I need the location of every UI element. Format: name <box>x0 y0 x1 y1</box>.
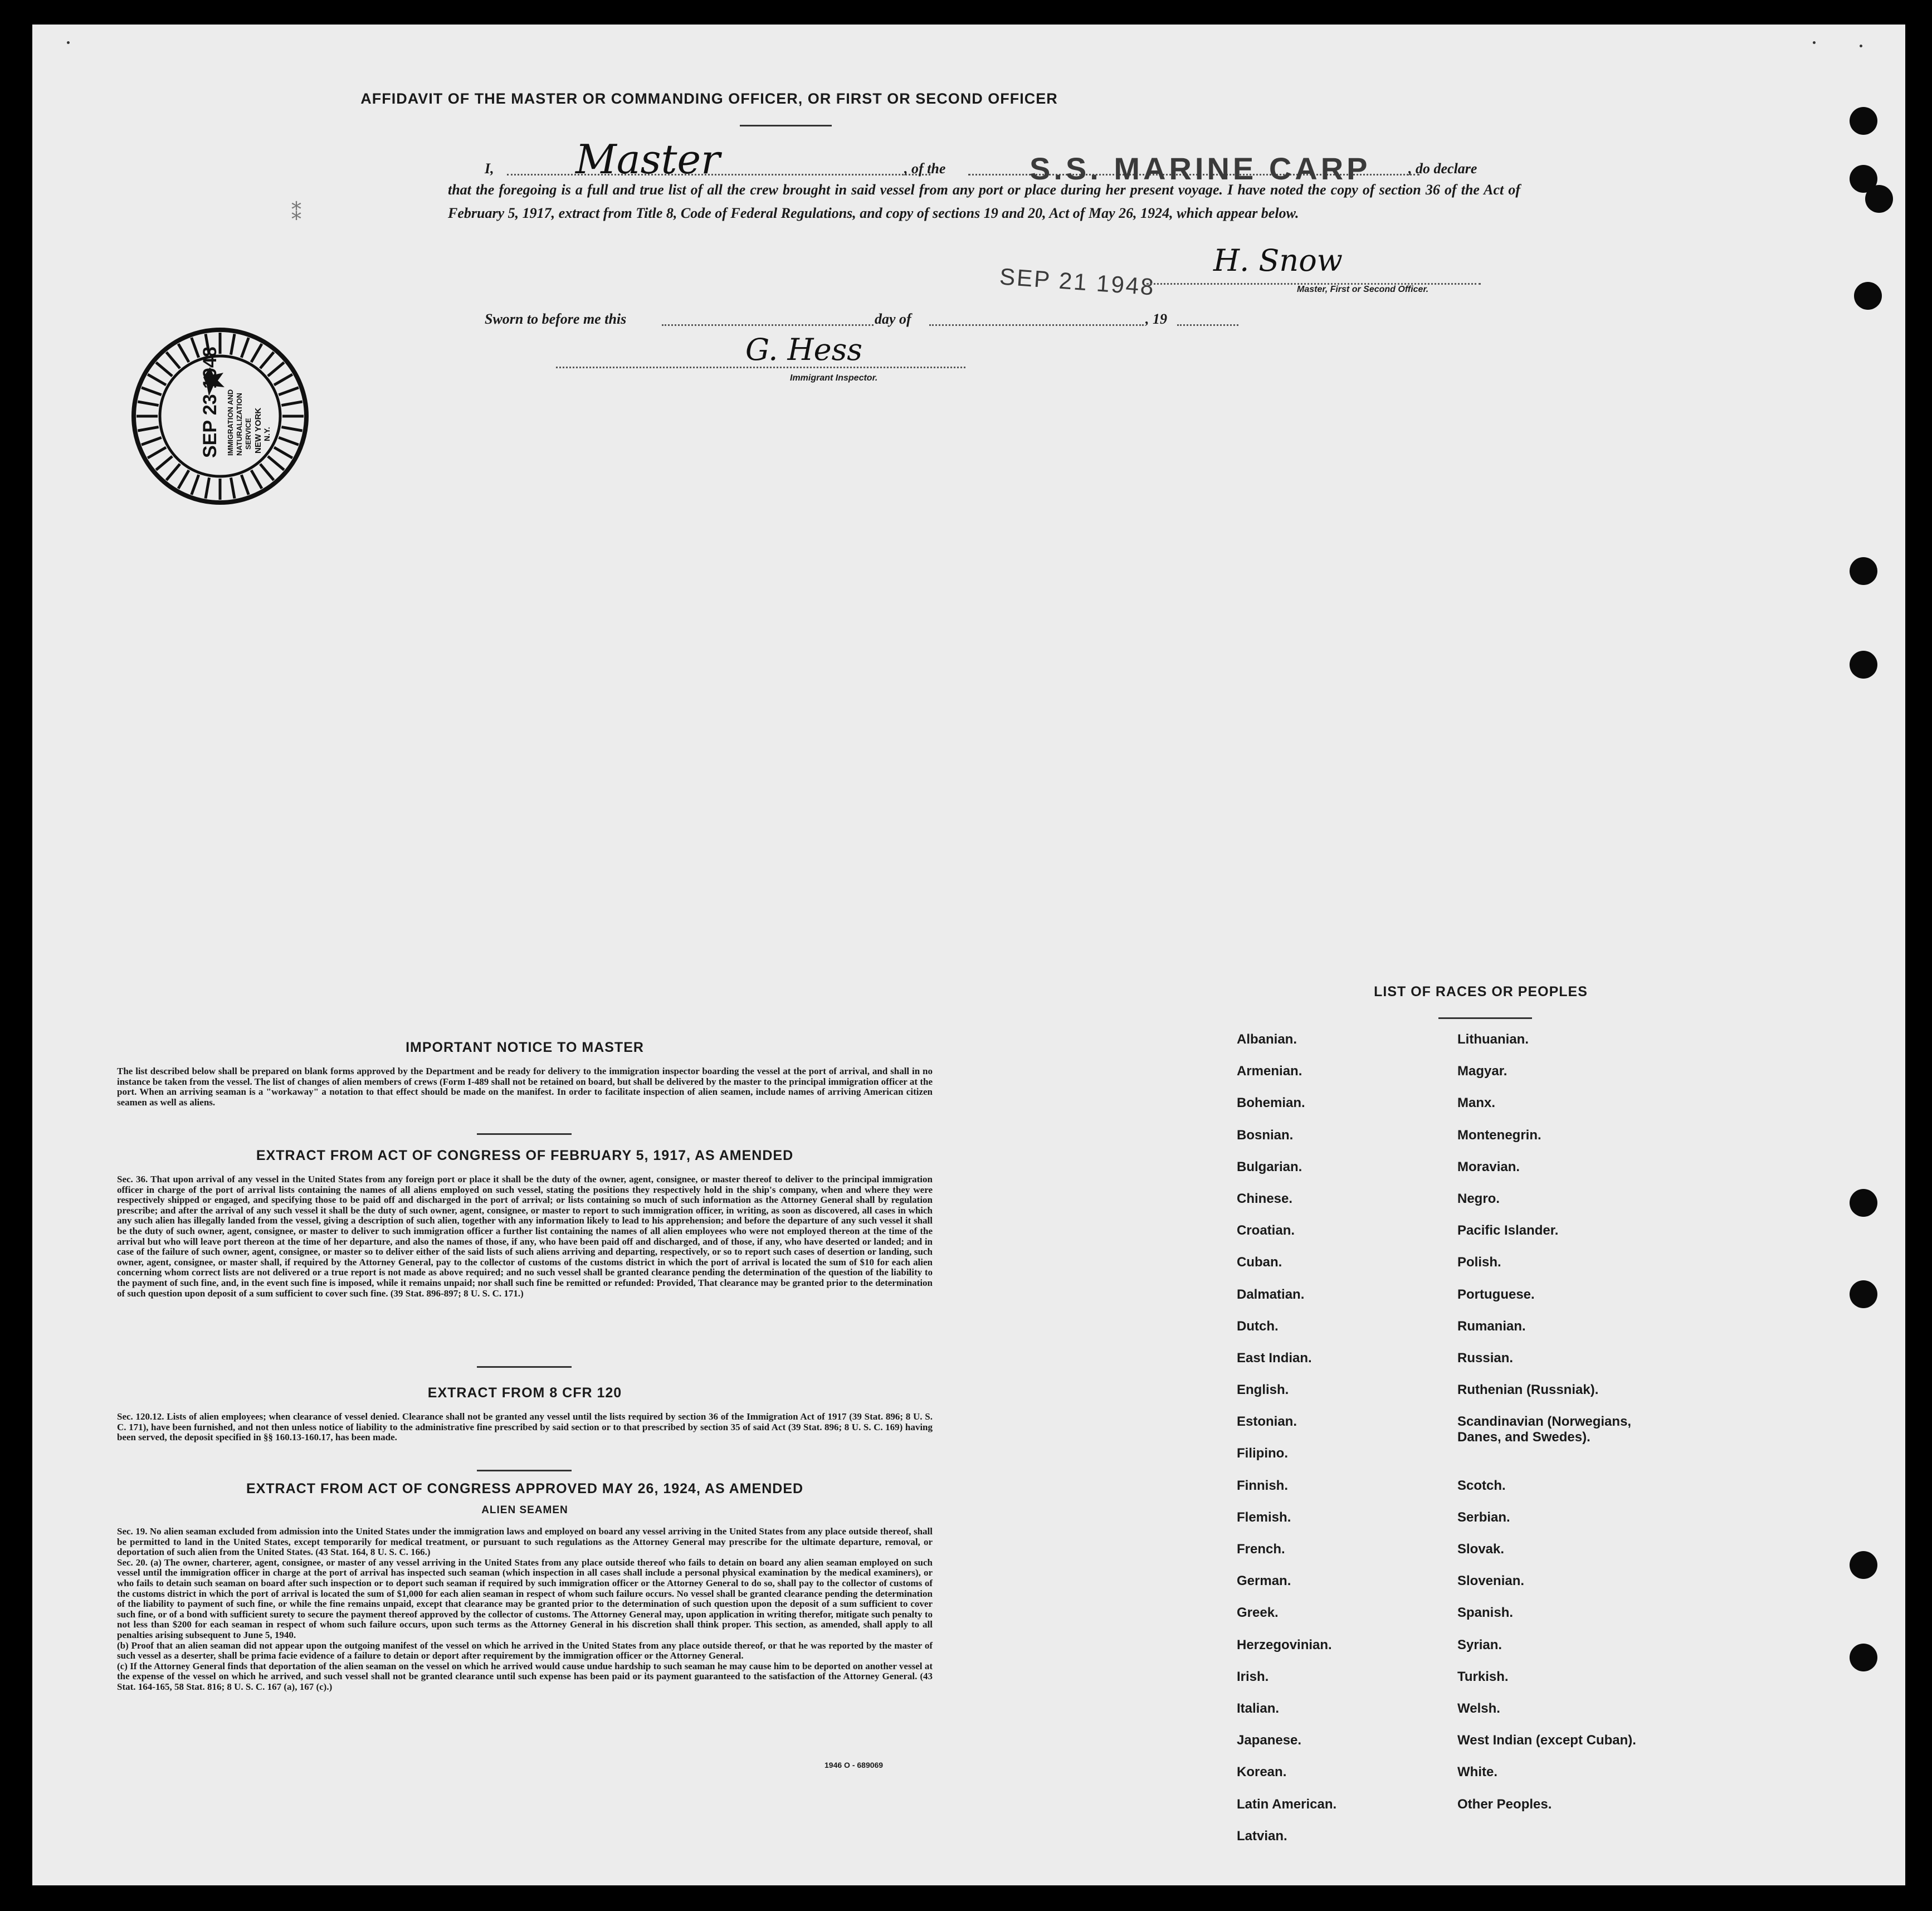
extractcfr-title: EXTRACT FROM 8 CFR 120 <box>427 1385 622 1401</box>
officer-handwritten: Master <box>575 136 720 183</box>
year-suffix: , 19 <box>1145 311 1167 327</box>
races-rule <box>1438 1017 1532 1019</box>
race-item: French. <box>1237 1542 1285 1557</box>
race-item: Croatian. <box>1237 1223 1295 1239</box>
race-item: Portuguese. <box>1457 1286 1535 1302</box>
extractcfr-text: Sec. 120.12. Lists of alien employees; when clearance of vessel denied. Clearance shall not be granted any vessel until the lists required by section 36 of the Immigration Act of 1917 (39 Stat. 896; 8 U. S. C. 171), have been furnished, and not then unless notice of liability to the administrative fine prescribed by said section or to that prescribed by section 35 of said Act (39 Stat. 896; 8 U. S. C. 169) having been served, the deposit specified in §§ 160.13-160.17, has been made. <box>117 1411 933 1443</box>
stamp-tick <box>231 477 235 498</box>
stamp-agency-3: SERVICE <box>244 418 252 450</box>
of-the-label: , of the <box>904 160 946 177</box>
race-item: East Indian. <box>1237 1350 1312 1366</box>
stamp-tick <box>231 334 235 354</box>
race-item: Other Peoples. <box>1457 1796 1552 1812</box>
extract1924-subtitle: ALIEN SEAMEN <box>481 1504 568 1516</box>
race-item: Latvian. <box>1237 1828 1287 1844</box>
race-item: Korean. <box>1237 1764 1287 1780</box>
race-item: Montenegrin. <box>1457 1127 1541 1143</box>
do-declare-label: , do declare <box>1408 160 1477 177</box>
punch-hole <box>1850 651 1877 679</box>
race-item: Estonian. <box>1237 1414 1297 1430</box>
stamp-agency-1: IMMIGRATION AND <box>226 389 235 456</box>
sec20a-text: Sec. 20. (a) The owner, charterer, agent, consignee, or master of any vessel arriving in the United States from any place outside thereof who fails to detain on board any alien seaman employed on such vessel until the immigration officer in charge at the port of arrival has inspected such seaman (which inspection in all cases shall include a personal physical examination by the medical examiners), or who fails to detain such seaman on board after such inspection or to deport such seaman if required by such immigration officer or the Attorney General to do so, shall pay to the collector of customs of the customs district in which the port of arrival is located the sum of $1,000 for each alien seaman in respect of whom such failure occurs. No vessel shall be granted clearance pending the determination of the liability to payment of such fine, or while the fine remains unpaid, except that clearance may be granted prior to the determination of such question upon the deposit of a sum sufficient to cover such fine, or of a bond with sufficient surety to secure the payment thereof approved by the collector of customs. The Attorney General may, upon application in writing therefor, mitigate such penalty to not less than $200 for each seaman in respect of whom such failure occurs, upon such terms as the Attorney General in his discretion shall think proper. This section, as amended, shall apply to all penalties arising subsequent to June 5, 1940. <box>117 1557 933 1640</box>
race-item: Bohemian. <box>1237 1095 1305 1111</box>
stamp-tick <box>167 352 180 368</box>
stamp-tick <box>279 437 299 445</box>
notice-rule <box>477 1133 572 1135</box>
race-item: Syrian. <box>1457 1637 1502 1652</box>
extract1917-rule <box>477 1366 572 1368</box>
stamp-date: SEP 23 1948 <box>199 347 221 458</box>
stamp-tick <box>148 374 166 385</box>
sworn-label: Sworn to before me this <box>485 311 627 327</box>
race-item: Armenian. <box>1237 1064 1302 1079</box>
sworn-month-field <box>929 308 1144 326</box>
document-page <box>32 25 1905 1885</box>
stamp-tick <box>251 344 262 362</box>
race-item: Welsh. <box>1457 1700 1500 1716</box>
stamp-tick <box>279 388 299 395</box>
sworn-year-field <box>1177 308 1238 326</box>
punch-hole <box>1850 1644 1877 1671</box>
round-stamp <box>128 324 312 508</box>
stamp-tick <box>260 464 274 480</box>
officer-signature: H. Snow <box>1213 243 1343 278</box>
extract1924-title: EXTRACT FROM ACT OF CONGRESS APPROVED MAY 26, 1924, AS AMENDED <box>246 1481 804 1496</box>
title-rule <box>740 125 832 126</box>
sec20c-text: (c) If the Attorney General finds that deportation of the alien seaman on the vessel on which he arrived would cause undue hardship to such seaman he may cause him to be deported on another vessel at the expense of the vessel on which he arrived, and such vessel shall not be granted clearance until such expense has been paid or its payment guaranteed to the satisfaction of the Attorney General. (43 Stat. 164-165, 58 Stat. 816; 8 U. S. C. 167 (a), 167 (c).) <box>117 1660 933 1692</box>
extractcfr-rule <box>477 1470 572 1471</box>
stamp-tick <box>268 456 284 470</box>
sworn-day-field <box>662 308 874 326</box>
stamp-tick <box>148 447 166 458</box>
stamp-tick <box>138 402 158 406</box>
race-item: Cuban. <box>1237 1255 1282 1270</box>
race-item: Russian. <box>1457 1350 1514 1366</box>
corner-mark <box>67 41 70 44</box>
stamp-tick <box>156 363 172 376</box>
stamp-state: N.Y. <box>262 427 271 441</box>
race-item: Pacific Islander. <box>1457 1223 1559 1239</box>
pencil-mark-icon: ⁑ <box>291 202 301 225</box>
race-item: Finnish. <box>1237 1478 1288 1493</box>
stamp-tick <box>241 475 248 495</box>
race-item: Ruthenian (Russniak). <box>1457 1382 1599 1398</box>
stamp-tick <box>178 344 189 362</box>
stamp-agency-2: NATURALIZATION <box>235 393 243 456</box>
punch-hole <box>1850 107 1877 135</box>
extract1924-body <box>117 1527 933 1693</box>
stamp-tick <box>156 456 172 470</box>
race-item: Herzegovinian. <box>1237 1637 1332 1652</box>
race-item: Serbian. <box>1457 1509 1510 1525</box>
race-item: Irish. <box>1237 1669 1269 1684</box>
race-item: Filipino. <box>1237 1446 1288 1461</box>
race-item: Bosnian. <box>1237 1127 1294 1143</box>
race-item: Japanese. <box>1237 1733 1302 1748</box>
stamp-tick <box>281 427 302 431</box>
stamp-tick <box>192 475 199 495</box>
race-item: Scotch. <box>1457 1478 1506 1493</box>
stamp-tick <box>138 427 158 431</box>
stamp-tick <box>192 338 199 358</box>
race-item: English. <box>1237 1382 1289 1398</box>
race-item: Turkish. <box>1457 1669 1509 1684</box>
race-item: Slovenian. <box>1457 1573 1525 1589</box>
race-item: Chinese. <box>1237 1191 1293 1206</box>
affidavit-title: AFFIDAVIT OF THE MASTER OR COMMANDING OFFICER, OR FIRST OR SECOND OFFICER <box>360 90 1058 107</box>
races-column-1 <box>1237 1032 1448 1860</box>
race-item: German. <box>1237 1573 1291 1589</box>
stamp-city: NEW YORK <box>253 407 263 454</box>
race-item: Magyar. <box>1457 1064 1507 1079</box>
i-label: I, <box>485 160 494 177</box>
extract1917-title: EXTRACT FROM ACT OF CONGRESS OF FEBRUARY 5, 1917, AS AMENDED <box>256 1148 794 1163</box>
declaration-text: that the foregoing is a full and true list of all the crew brought in said vessel from any port or place during her present voyage. I have noted the copy of section 36 of the Act of February 5, 1917, extract from Title 8, Code of Federal Regulations, and copy of sections 19 and 20, Act of May 26, 1924, which appear below. <box>448 182 1520 221</box>
stamp-tick <box>251 470 262 489</box>
punch-hole <box>1850 1280 1877 1308</box>
race-item: Moravian. <box>1457 1159 1520 1174</box>
punch-hole <box>1850 557 1877 585</box>
corner-mark <box>1813 41 1816 44</box>
stamp-tick <box>274 447 292 458</box>
stamp-tick <box>274 374 292 385</box>
punch-hole <box>1850 1551 1877 1579</box>
race-item: Albanian. <box>1237 1032 1297 1047</box>
races-title: LIST OF RACES OR PEOPLES <box>1374 984 1588 1000</box>
stamp-tick <box>142 388 162 395</box>
stamp-tick <box>142 437 162 445</box>
vessel-stamp: S.S. MARINE CARP <box>1030 151 1371 186</box>
race-item: Negro. <box>1457 1191 1500 1206</box>
race-item: Spanish. <box>1457 1605 1514 1621</box>
officer-sig-caption: Master, First or Second Officer. <box>1297 285 1429 294</box>
races-column-2 <box>1457 1032 1669 1829</box>
inspector-signature: G. Hess <box>745 332 863 367</box>
race-item: Rumanian. <box>1457 1318 1526 1334</box>
date-stamp: SEP 21 1948 <box>998 263 1157 300</box>
race-item: Scandinavian (Norwegians, Danes, and Swedes). <box>1457 1414 1632 1445</box>
race-item: Flemish. <box>1237 1509 1291 1525</box>
race-item: Slovak. <box>1457 1542 1505 1557</box>
stamp-tick <box>206 477 209 498</box>
race-item: Greek. <box>1237 1605 1279 1621</box>
stamp-tick <box>241 338 248 358</box>
punch-hole <box>1854 282 1882 310</box>
sec19-text: Sec. 19. No alien seaman excluded from admission into the United States under the immigration laws and employed on board any vessel arriving in the United States from any place outside thereof, shall be permitted to land in the United States, except temporarily for medical treatment, or pursuant to such regulations as the Attorney General may prescribe for the ultimate departure, removal, or deportation of such alien from the United States. (43 Stat. 164, 8 U. S. C. 166.) <box>117 1526 933 1558</box>
race-item: Latin American. <box>1237 1796 1337 1812</box>
punch-hole <box>1865 185 1893 213</box>
corner-mark <box>1860 45 1862 47</box>
inspector-caption: Immigrant Inspector. <box>790 373 878 383</box>
day-of-label: day of <box>875 311 911 327</box>
extract1917-text: Sec. 36. That upon arrival of any vessel in the United States from any foreign port or place it shall be the duty of the owner, agent, consignee, or master thereof to deliver to the principal immigration officer in charge of the port of arrival lists containing the names of all aliens employed on such vessel, stating the positions they respectively hold in the ship's company, when and where they were respectively shipped or engaged, and specifying those to be paid off and discharged in the port of arrival; or lists containing so much of such information as the Attorney General shall by regulation prescribe; and after the arrival of any such vessel it shall be the duty of such owner, agent, consignee, or master to report to such immigration officer, in writing, as soon as discovered, all cases in which any such alien has illegally landed from the vessel, giving a description of such alien, together with any information likely to lead to his apprehension; and before the departure of any such vessel it shall be the duty of such owner, agent, consignee, or master to deliver to such immigration officer a further list containing the names of all alien employees who were not employed thereon at the time of the arrival but who will leave port thereon at the time of her departure, and also the names of those, if any, who have been paid off and discharged, and of those, if any, who have deserted or landed; and in case of the failure of such owner, agent, consignee, or master so to deliver either of the said lists of such aliens arriving and departing, respectively, or so to report such cases of desertion or landing, such owner, agent, consignee, or master shall, if required by the Attorney General, pay to the collector of customs of the customs district in which the port of arrival is located the sum of $10 for each alien concerning whom correct lists are not delivered or a true report is not made as above required; and no such vessel shall be granted clearance pending the determination of the question of the liability to the payment of such fine, and, in the event such fine is imposed, while it remains unpaid; nor shall such fine be remitted or refunded: Provided, That clearance may be granted prior to the determination of such question upon deposit of a sum sufficient to cover such fine. (39 Stat. 896-897; 8 U. S. C. 171.) <box>117 1174 933 1299</box>
race-item: Manx. <box>1457 1095 1496 1111</box>
race-item: White. <box>1457 1764 1497 1780</box>
race-item: Italian. <box>1237 1700 1280 1716</box>
race-item: West Indian (except Cuban). <box>1457 1733 1636 1748</box>
print-code: 1946 O - 689069 <box>824 1761 884 1769</box>
race-item: Dalmatian. <box>1237 1286 1305 1302</box>
stamp-tick <box>260 352 274 368</box>
inspector-signature-line <box>556 355 965 368</box>
race-item: Lithuanian. <box>1457 1032 1529 1047</box>
stamp-tick <box>178 470 189 489</box>
stamp-tick <box>281 402 302 406</box>
sec20b-text: (b) Proof that an alien seaman did not appear upon the outgoing manifest of the vessel on which he arrived in the United States from any place outside thereof, or that he was reported by the master of such vessel as a deserter, shall be prima facie evidence of a failure to detain or deport after requirement by the immigration officer or the Attorney General. <box>117 1640 933 1661</box>
race-item: Polish. <box>1457 1255 1501 1270</box>
notice-title: IMPORTANT NOTICE TO MASTER <box>406 1040 644 1055</box>
race-item: Dutch. <box>1237 1318 1279 1334</box>
stamp-tick <box>268 363 284 376</box>
punch-hole <box>1850 1189 1877 1217</box>
race-item: Bulgarian. <box>1237 1159 1302 1174</box>
stamp-tick <box>167 464 180 480</box>
notice-text: The list described below shall be prepared on blank forms approved by the Department and be ready for delivery to the immigration inspector boarding the vessel at the port of arrival, and shall in no instance be taken from the vessel. The list of changes of alien members of crews (Form I-489 shall not be retained on board, but shall be delivered by the master to the principal immigration officer at the port. When an arriving seaman is a "workaway" a notation to that effect should be made on the manifest. In order to facilitate inspection of alien seamen, include names of arriving American citizen seamen as well as aliens. <box>117 1066 933 1108</box>
